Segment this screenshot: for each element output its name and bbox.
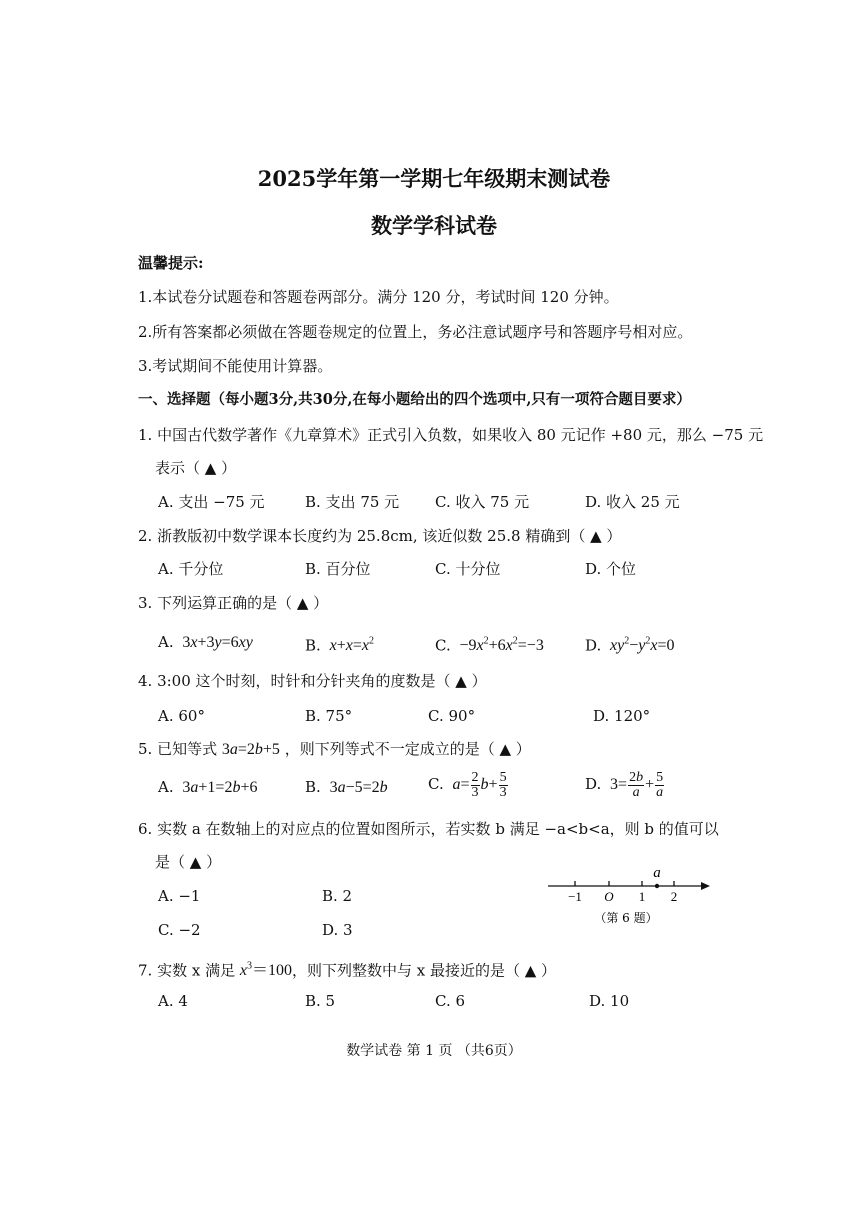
question-6-stem-cont: 是（ ▲ ） [155,853,222,871]
option-label: C. [428,775,444,794]
option-d: D. 个位 [585,560,637,578]
option-c [428,771,509,800]
option-label: A. [158,633,174,651]
option-b: B. 百分位 [305,560,371,578]
option-c [435,632,544,656]
formula: 3= $\frac{2b}{a}$ + $\frac{5}{a}$ [606,770,664,800]
option-d: D. 收入 25 元 [585,493,680,511]
option-d: D. 3 [322,921,353,939]
page-footer: 数学试卷 第 1 页 （共6页） [346,1043,522,1059]
number-line-figure [540,862,720,932]
option-label: A. [158,778,174,796]
tick-label: 1 [638,889,646,904]
question-1-stem: 1. 中国古代数学著作《九章算术》正式引入负数，如果收入 80 元记作 +80 元，那么 −75 元 [138,426,764,444]
option-d: D. 10 [589,992,630,1010]
option-a: A. 4 [158,992,188,1010]
option-d [585,771,665,800]
notice-item: 1.本试卷分试题卷和答题卷两部分。满分 120 分，考试时间 120 分钟。 [138,288,619,306]
option-a: A. 支出 −75 元 [158,493,265,511]
formula: 3a=2b+5 [221,741,280,758]
option-label: D. [585,775,602,794]
question-3-stem: 3. 下列运算正确的是（ ▲ ） [138,594,329,612]
exam-subtitle: 数学学科试卷 [371,213,497,238]
formula: $x^3=100$ [239,961,292,980]
formula: 3a+1=2b+6 [178,779,258,796]
notice-item: 3.考试期间不能使用计算器。 [138,357,333,375]
formula: $x+x=x^2$ [329,636,374,655]
tick-label: 2 [670,889,678,904]
option-b: B. 5 [305,992,336,1010]
formula: $-9x^2+6x^2=-3$ [455,636,544,655]
formula: 3x+3y=6xy [178,634,253,651]
option-b [305,632,374,656]
option-b [305,777,388,798]
option-a: A. −1 [158,887,201,905]
exam-title: 2025学年第一学期七年级期末测试卷 [257,166,611,191]
formula: 3a−5=2b [325,779,388,796]
option-a [158,777,257,798]
question-7-stem: 7. 实数 x 满足 $x^3=100$，则下列整数中与 x 最接近的是（ ▲ ） [138,961,557,980]
option-a: A. 千分位 [158,560,224,578]
section-heading: 一、选择题（每小题3分,共30分,在每小题给出的四个选项中,只有一项符合题目要求） [138,391,691,408]
option-label: B. [305,636,321,655]
option-d: D. 120° [593,707,651,725]
notice-item: 2.所有答案都必须做在答题卷规定的位置上，务必注意试题序号和答题序号相对应。 [138,323,693,341]
option-c: C. 6 [435,992,466,1010]
question-2-stem: 2. 浙教版初中数学课本长度约为 25.8cm, 该近似数 25.8 精确到（ ▲ ） [138,527,622,545]
option-label: D. [585,636,602,655]
option-label: C. [435,636,451,655]
formula: $xy^2-y^2x=0$ [610,636,675,655]
point-label: a [653,865,661,881]
tick-label: O [604,889,614,904]
tick-label: −1 [568,889,582,904]
arrow-icon [701,882,710,890]
option-c: C. 十分位 [435,560,501,578]
option-a: A. 60° [158,707,205,725]
notice-heading: 温馨提示: [138,254,204,272]
point-a [655,884,659,888]
question-1-stem-cont: 表示（ ▲ ） [155,459,237,477]
option-a [158,632,253,653]
option-b: B. 75° [305,707,353,725]
option-label: B. [305,778,321,796]
option-d [585,632,675,656]
option-c: C. 收入 75 元 [435,493,530,511]
figure-caption: （第 6 题） [594,911,658,925]
option-b: B. 支出 75 元 [305,493,400,511]
option-c: C. −2 [158,921,201,939]
option-c: C. 90° [428,707,476,725]
question-5-stem: 5. 已知等式 3a=2b+5 ，则下列等式不一定成立的是（ ▲ ） [138,740,531,758]
option-b: B. 2 [322,887,353,905]
formula: a= $\frac{2}{3}$ b+ $\frac{5}{3}$ [452,770,507,800]
question-6-stem: 6. 实数 a 在数轴上的对应点的位置如图所示，若实数 b 满足 −a<b<a，则 b 的值可以 [138,820,719,838]
question-4-stem: 4. 3:00 这个时刻，时针和分针夹角的度数是（ ▲ ） [138,672,487,690]
